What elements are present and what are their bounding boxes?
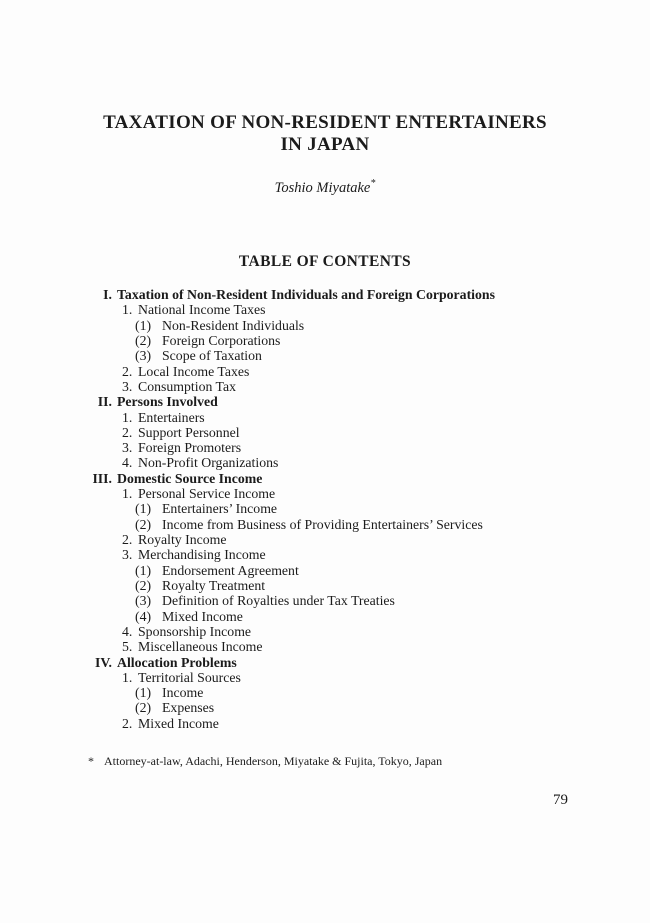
toc-entry-marker: (3) [135,348,152,364]
toc-entry-marker: (1) [135,317,152,333]
toc-entry [85,563,632,578]
toc-entry-text: Allocation Problems [117,654,237,670]
toc-entry-text: Local Income Taxes [138,363,250,379]
toc-entry-text: Domestic Source Income [117,470,263,486]
toc-entry-marker: 3. [122,378,133,394]
toc-entry [85,318,632,333]
toc-entry [85,532,632,547]
toc-entry-marker: (1) [135,501,152,517]
toc-entry [85,517,632,532]
toc-entry [85,440,632,455]
toc-entry-marker: I. [103,287,112,302]
toc-entry-text: Non-Resident Individuals [162,317,305,333]
toc-entry-marker: 2. [122,363,133,379]
toc-entry-marker: 5. [122,639,133,655]
toc-entry-marker: 2. [122,532,133,547]
toc-entry [85,486,632,501]
toc-entry [85,394,632,409]
toc-entry [85,609,632,624]
toc-entry-text: National Income Taxes [138,302,266,318]
toc-entry [85,593,632,608]
toc-entry-marker: III. [92,470,112,486]
toc-entry-marker: (3) [135,593,152,609]
toc-entry-text: Sponsorship Income [138,623,252,639]
toc-entry-text: Entertainers [138,409,205,425]
toc-entry-text: Royalty Income [138,532,227,547]
toc-entry [85,379,632,394]
toc-entry [85,348,632,363]
toc-list [85,287,632,731]
toc-entry-text: Miscellaneous Income [138,639,263,655]
table-of-contents-heading: TABLE OF CONTENTS [238,253,412,270]
footnote [88,754,620,768]
toc-entry [85,471,632,486]
toc-entry-marker: (2) [135,700,152,716]
author-byline [0,180,650,197]
toc-entry [85,655,632,670]
toc-entry-text: Mixed Income [162,608,243,624]
toc-entry-text: Support Personnel [138,424,240,440]
toc-entry-marker: (2) [135,577,152,593]
toc-entry [85,302,632,317]
toc-entry [85,578,632,593]
toc-entry-marker: 2. [122,715,133,731]
toc-entry [85,716,632,731]
toc-entry-text: Scope of Taxation [162,348,262,364]
page-number: 79 [553,792,568,808]
toc-entry-marker: (1) [135,562,152,578]
toc-entry [85,425,632,440]
footnote-marker: * [88,754,94,768]
toc-entry-text: Entertainers’ Income [162,501,278,517]
page-title-line1: TAXATION OF NON-RESIDENT ENTERTAINERS [103,112,547,133]
author-footnote-reference-mark: * [370,178,376,190]
toc-entry [85,287,632,302]
toc-entry-text: Definition of Royalties under Tax Treaties [162,593,395,609]
toc-entry-text: Foreign Promoters [138,440,242,456]
toc-entry [85,501,632,516]
toc-entry-marker: (2) [135,516,152,532]
toc-entry-text: Personal Service Income [138,486,276,502]
toc-entry [85,685,632,700]
toc-entry-text: Income from Business of Providing Entertainers’ Services [162,516,483,532]
toc-entry-text: Persons Involved [117,394,218,410]
toc-entry-text: Endorsement Agreement [162,562,299,578]
toc-entry [85,455,632,470]
page-title [0,112,650,156]
toc-entry-text: Foreign Corporations [162,332,281,348]
toc-entry-marker: 1. [122,409,133,425]
toc-entry-marker: 2. [122,424,133,440]
toc-entry-marker: 1. [122,486,133,502]
toc-entry-text: Territorial Sources [138,669,241,685]
toc-entry-text: Merchandising Income [138,547,266,563]
toc-entry [85,624,632,639]
toc-entry-marker: (4) [135,608,152,624]
toc-entry-text: Income [162,685,204,701]
toc-entry-marker: 4. [122,623,133,639]
author-name: Toshio Miyatake [274,180,371,196]
toc-entry [85,410,632,425]
toc-entry-marker: (1) [135,685,152,701]
toc-entry-text: Consumption Tax [138,378,237,394]
toc-entry-marker: IV. [94,654,112,670]
toc-entry [85,333,632,348]
toc-entry [85,670,632,685]
toc-entry-text: Royalty Treatment [162,577,266,593]
toc-entry [85,364,632,379]
footnote-text: Attorney-at-law, Adachi, Henderson, Miyatake & Fujita, Tokyo, Japan [104,754,443,768]
toc-entry-text: Expenses [162,700,215,716]
toc-entry [85,547,632,562]
toc-entry-text: Non-Profit Organizations [138,455,279,471]
toc-entry [85,700,632,715]
toc-entry-marker: 3. [122,440,133,456]
toc-entry-marker: 1. [122,669,133,685]
toc-entry-text: Taxation of Non-Resident Individuals and Foreign Corporations [117,287,495,302]
toc-entry-marker: II. [97,394,112,410]
toc-entry-marker: 1. [122,302,133,318]
toc-entry-text: Mixed Income [138,715,219,731]
toc-entry-marker: (2) [135,332,152,348]
page-title-line2: IN JAPAN [280,134,370,155]
toc-entry-marker: 4. [122,455,133,471]
toc-entry [85,639,632,654]
toc-entry-marker: 3. [122,547,133,563]
